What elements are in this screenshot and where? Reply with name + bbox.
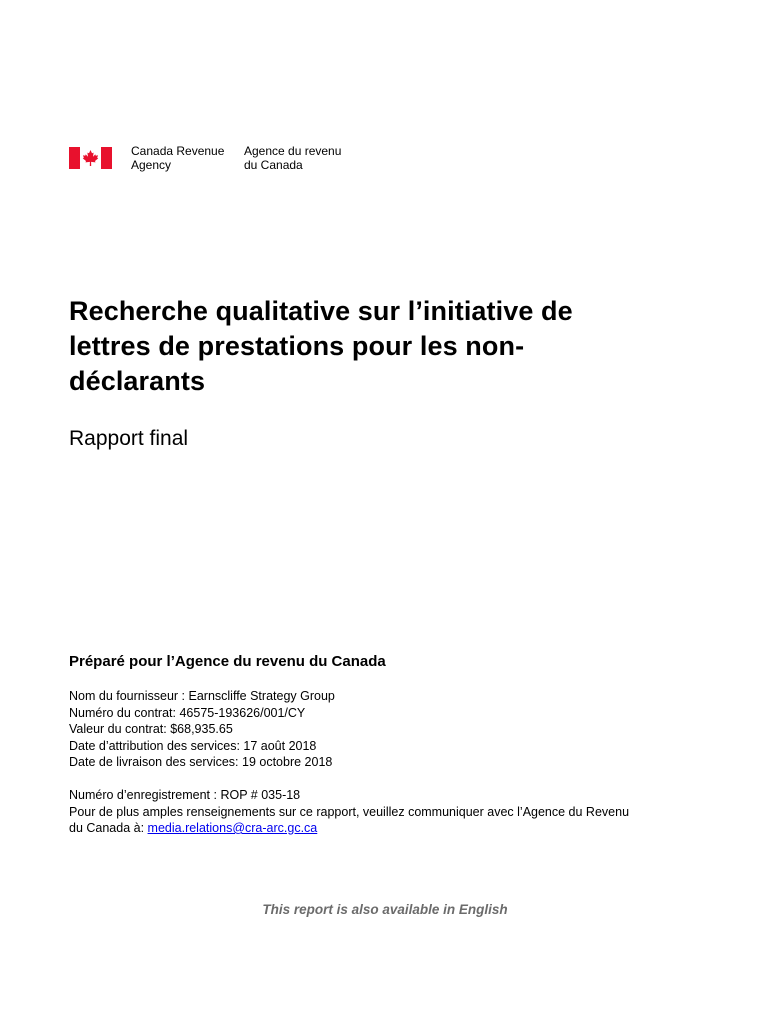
english-availability-note: This report is also available in English (262, 902, 508, 917)
media-relations-email-link[interactable]: media.relations@cra-arc.gc.ca (147, 821, 318, 835)
contact-info-line2 (69, 820, 709, 837)
agency-en-line2: Agency (131, 158, 172, 172)
report-subtitle: Rapport final (69, 427, 189, 450)
agency-en-line1: Canada Revenue (131, 144, 225, 158)
delivery-date: Date de livraison des services: 19 octobre 2018 (69, 755, 333, 769)
contract-number: Numéro du contrat: 46575-193626/001/CY (69, 705, 306, 720)
report-title (69, 294, 669, 399)
contract-details (69, 688, 335, 771)
agency-fr-line2: du Canada (244, 158, 303, 172)
agency-name-french (244, 144, 341, 172)
report-title-line1: Recherche qualitative sur l’initiative de (69, 296, 573, 326)
prepared-for-heading: Préparé pour l’Agence du revenu du Canada (69, 653, 386, 670)
agency-name-english (131, 144, 224, 172)
agency-fr-line1: Agence du revenu (244, 144, 342, 158)
contact-info-prefix: du Canada à: (69, 821, 148, 835)
report-title-line2: lettres de prestations pour les non- (69, 331, 525, 361)
registration-number: Numéro d’enregistrement : ROP # 035-18 (69, 788, 301, 802)
contract-value: Valeur du contrat: $68,935.65 (69, 722, 233, 736)
award-date: Date d’attribution des services: 17 août 2018 (69, 738, 317, 753)
report-title-line3: déclarants (69, 366, 206, 396)
registration-info (69, 787, 709, 837)
contact-info-line1: Pour de plus amples renseignements sur ce rapport, veuillez communiquer avec l’Agence du Revenu (69, 804, 630, 819)
supplier-name: Nom du fournisseur : Earnscliffe Strategy Group (69, 689, 335, 703)
canada-flag-icon (69, 147, 112, 169)
